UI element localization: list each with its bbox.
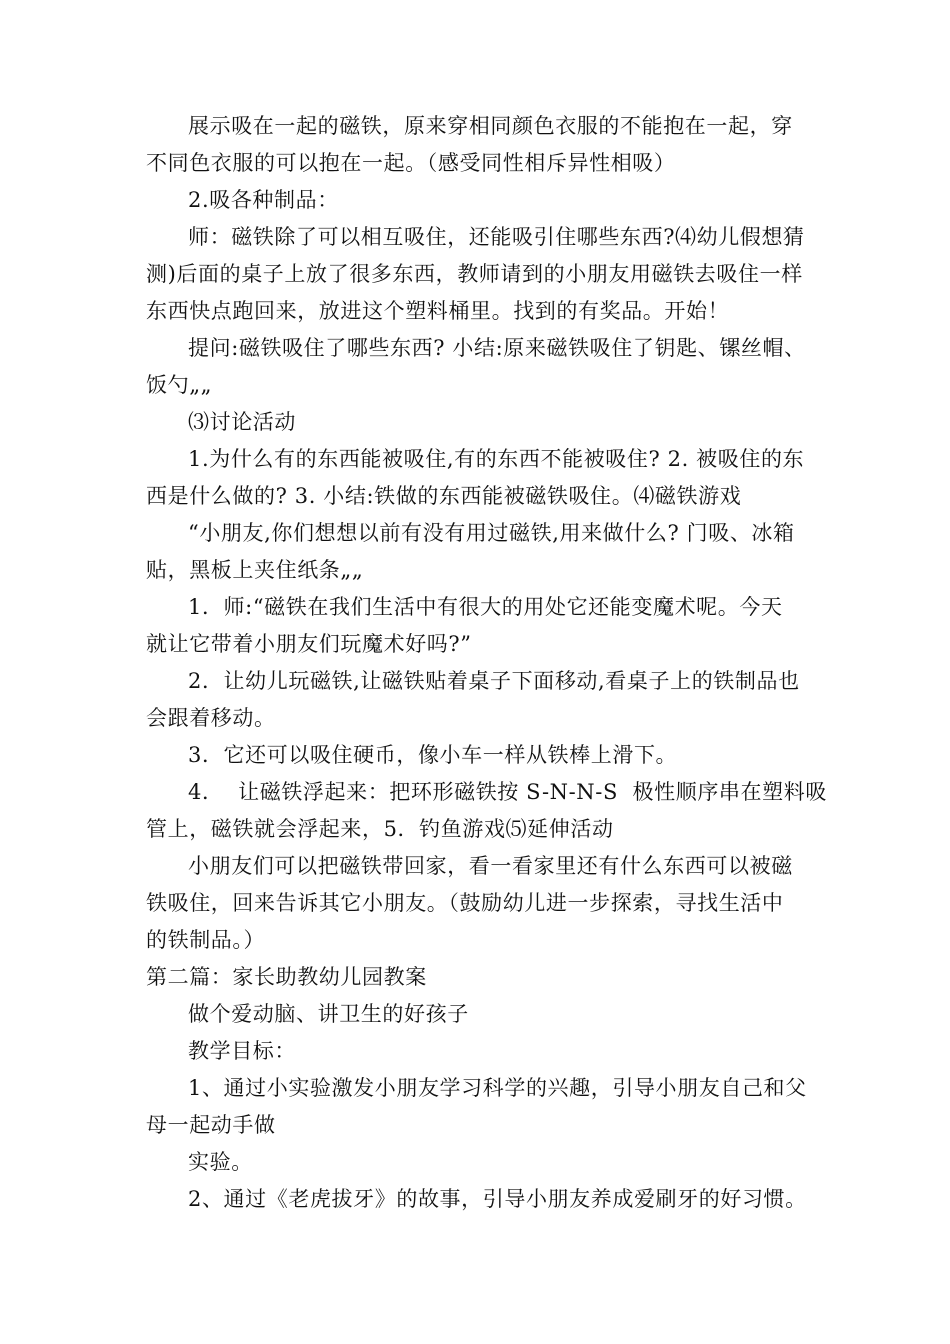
paragraph-line: “小朋友,你们想想以前有没有用过磁铁,用来做什么? 门吸、冰箱 <box>188 521 795 545</box>
paragraph-line: 1、通过小实验激发小朋友学习科学的兴趣，引导小朋友自己和父 <box>188 1076 807 1100</box>
paragraph-line: 1.为什么有的东西能被吸住,有的东西不能被吸住? 2. 被吸住的东 <box>188 447 805 471</box>
paragraph-line: 饭勺„„ <box>146 373 213 397</box>
paragraph-line: 管上，磁铁就会浮起来，5．钓鱼游戏⑸延伸活动 <box>146 817 614 841</box>
paragraph-line: 2．让幼儿玩磁铁,让磁铁贴着桌子下面移动,看桌子上的铁制品也 <box>188 669 800 693</box>
paragraph-line: 展示吸在一起的磁铁，原来穿相同颜色衣服的不能抱在一起，穿 <box>188 114 793 138</box>
paragraph-line: 东西快点跑回来，放进这个塑料桶里。找到的有奖品。开始！ <box>146 299 730 323</box>
paragraph-line: 提问:磁铁吸住了哪些东西? 小结:原来磁铁吸住了钥匙、镙丝帽、 <box>188 336 806 360</box>
paragraph-line: 的铁制品。） <box>146 928 266 952</box>
paragraph-line: 贴，黑板上夹住纸条„„ <box>146 558 364 582</box>
section-heading: 2.吸各种制品： <box>188 188 339 212</box>
paragraph-line: 不同色衣服的可以抱在一起。（感受同性相斥异性相吸） <box>146 151 676 175</box>
paragraph-line: 3．它还可以吸住硬币，像小车一样从铁棒上滑下。 <box>188 743 678 767</box>
paragraph-line: 师：磁铁除了可以相互吸住，还能吸引住哪些东西?⑷幼儿假想猜 <box>188 225 805 249</box>
document-body <box>146 108 827 1218</box>
paragraph-line: 1．师:“磁铁在我们生活中有很大的用处它还能变魔术呢。今天 <box>188 595 783 619</box>
paragraph-line: 2、通过《老虎拔牙》的故事，引导小朋友养成爱刷牙的好习惯。 <box>188 1187 807 1211</box>
paragraph-line: 实验。 <box>188 1150 253 1174</box>
paragraph-line: 会跟着移动。 <box>146 706 276 730</box>
lesson-title: 做个爱动脑、讲卫生的好孩子 <box>188 1002 469 1026</box>
paragraph-line: 小朋友们可以把磁铁带回家，看一看家里还有什么东西可以被磁 <box>188 854 793 878</box>
section-heading: ⑶讨论活动 <box>188 410 296 434</box>
paragraph-line: 铁吸住，回来告诉其它小朋友。（鼓励幼儿进一步探索，寻找生活中 <box>146 891 784 915</box>
paragraph-line: 母一起动手做 <box>146 1113 276 1137</box>
paragraph-line: 就让它带着小朋友们玩魔术好吗?” <box>146 632 472 656</box>
paragraph-line: 测)后面的桌子上放了很多东西，教师请到的小朋友用磁铁去吸住一样 <box>146 262 803 286</box>
section-heading: 教学目标： <box>188 1039 296 1063</box>
chapter-title: 第二篇：家长助教幼儿园教案 <box>146 965 427 989</box>
paragraph-line: 4． 让磁铁浮起来：把环形磁铁按 S-N-N-S 极性顺序串在塑料吸 <box>188 780 827 804</box>
paragraph-line: 西是什么做的? 3. 小结:铁做的东西能被磁铁吸住。⑷磁铁游戏 <box>146 484 742 508</box>
